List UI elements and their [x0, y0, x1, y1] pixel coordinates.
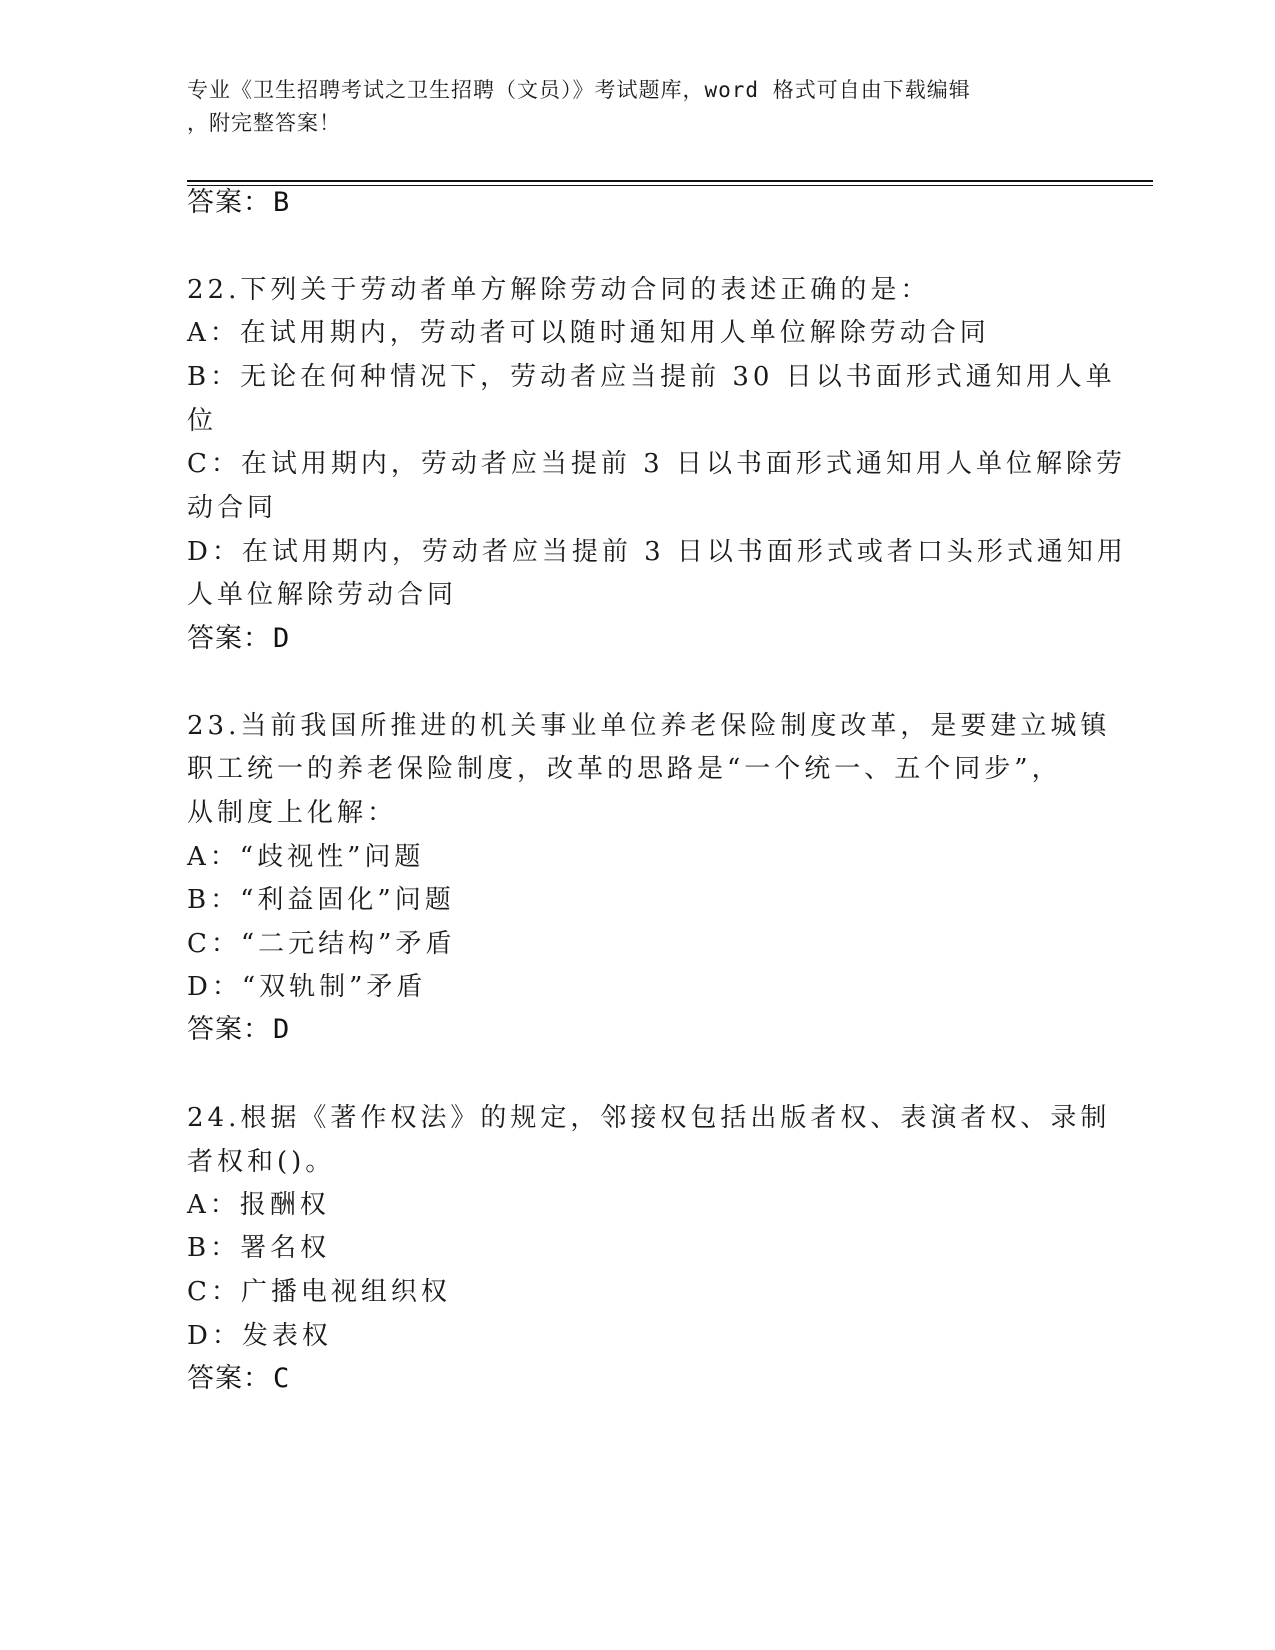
option-line: 位 — [187, 406, 218, 436]
option-line: D：“双轨制”矛盾 — [187, 972, 427, 1002]
option-line: C：在试用期内，劳动者应当提前 3 日以书面形式通知用人单位解除劳 — [187, 449, 1126, 479]
question-text-line: 者权和()。 — [187, 1147, 336, 1177]
option-line: A：“歧视性”问题 — [187, 842, 425, 872]
answer-value: D — [273, 623, 291, 654]
option-line: B：署名权 — [187, 1233, 331, 1263]
option-line: A：报酬权 — [187, 1190, 330, 1220]
header-divider-thick — [187, 180, 1153, 182]
question-text-line: 22.下列关于劳动者单方解除劳动合同的表述正确的是： — [187, 275, 931, 305]
option-line: B：无论在何种情况下，劳动者应当提前 30 日以书面形式通知用人单 — [187, 362, 1116, 392]
answer-line — [187, 186, 290, 220]
option-line: 动合同 — [187, 493, 278, 523]
option-line: A：在试用期内，劳动者可以随时通知用人单位解除劳动合同 — [187, 318, 990, 348]
answer-label: 答案： — [187, 187, 271, 218]
question-text-line: 23.当前我国所推进的机关事业单位养老保险制度改革，是要建立城镇 — [187, 711, 1111, 741]
answer-label: 答案： — [187, 623, 271, 654]
header-line-1: 专业《卫生招聘考试之卫生招聘（文员）》考试题库，word 格式可自由下载编辑 — [187, 78, 971, 102]
option-line: B：“利益固化”问题 — [187, 885, 455, 915]
option-line: D：发表权 — [187, 1321, 332, 1351]
document-header — [187, 74, 1067, 140]
option-line: C：“二元结构”矛盾 — [187, 929, 456, 959]
answer-line — [187, 622, 290, 656]
option-line: D：在试用期内，劳动者应当提前 3 日以书面形式或者口头形式通知用 — [187, 537, 1127, 567]
option-line: 人单位解除劳动合同 — [187, 580, 458, 610]
answer-line — [187, 1013, 290, 1047]
header-line-2: ，附完整答案！ — [187, 111, 341, 135]
answer-value: B — [273, 187, 291, 218]
header-divider-thin — [187, 185, 1153, 186]
option-line: C：广播电视组织权 — [187, 1277, 451, 1307]
answer-label: 答案： — [187, 1363, 271, 1394]
answer-label: 答案： — [187, 1014, 271, 1045]
answer-line — [187, 1362, 290, 1396]
question-text-line: 职工统一的养老保险制度，改革的思路是“一个统一、五个同步”， — [187, 754, 1062, 784]
question-text-line: 24.根据《著作权法》的规定，邻接权包括出版者权、表演者权、录制 — [187, 1103, 1111, 1133]
answer-value: D — [273, 1014, 291, 1045]
answer-value: C — [273, 1363, 291, 1394]
question-text-line: 从制度上化解： — [187, 798, 398, 828]
